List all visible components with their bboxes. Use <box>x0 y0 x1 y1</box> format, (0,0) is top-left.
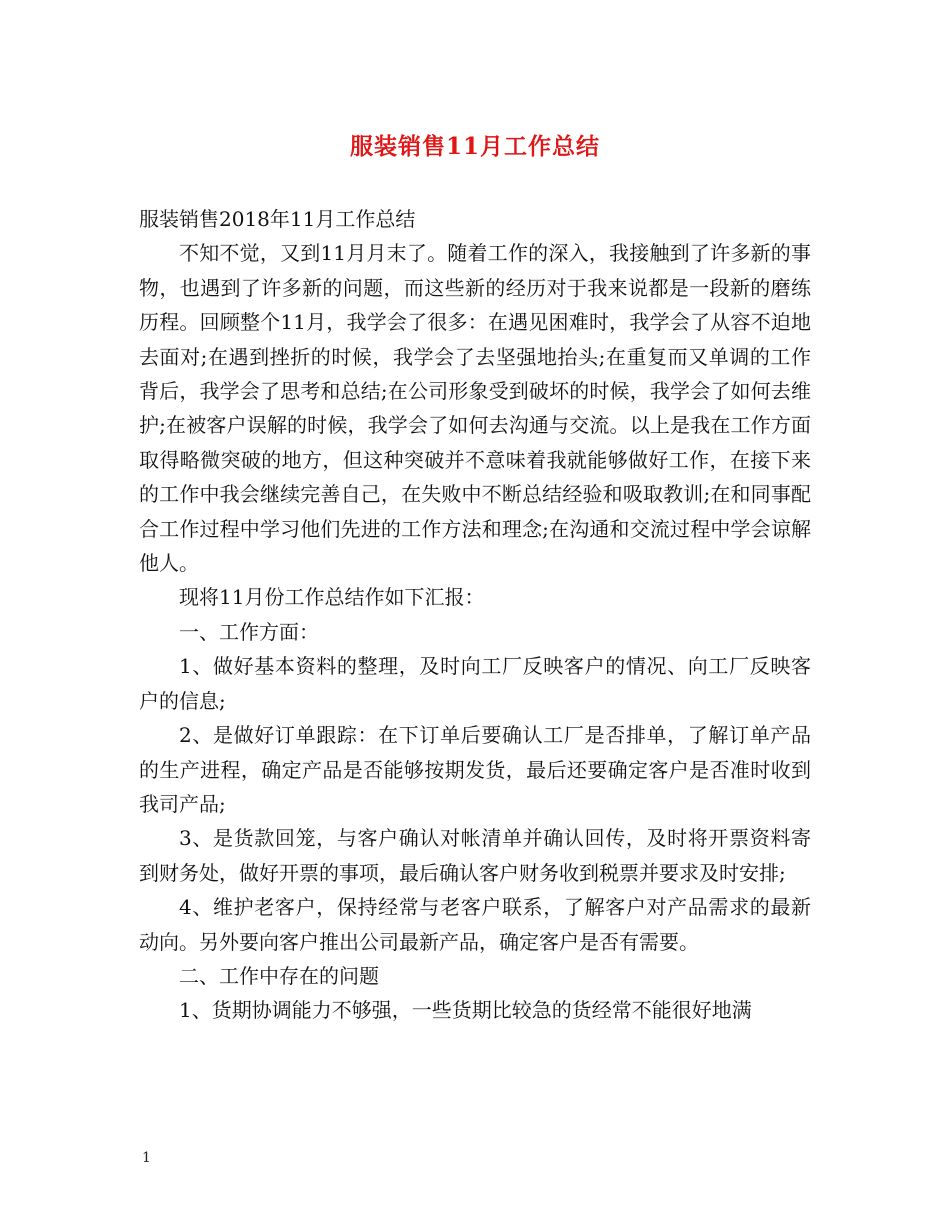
list-item-3: 3、是货款回笼，与客户确认对帐清单并确认回传，及时将开票资料寄到财务处，做好开票的事项，最后确认客户财务收到税票并要求及时安排; <box>139 826 811 885</box>
document-body <box>139 202 811 1028</box>
section-heading-work: 一、工作方面： <box>179 619 319 644</box>
list-item-4: 4、维护老客户，保持经常与老客户联系，了解客户对产品需求的最新动向。另外要向客户推出公司最新产品，确定客户是否有需要。 <box>139 895 811 954</box>
document-title: 服装销售11月工作总结 <box>349 133 600 160</box>
paragraph-intro: 不知不觉，又到11月月末了。随着工作的深入，我接触到了许多新的事物，也遇到了许多新的问题，而这些新的经历对于我来说都是一段新的磨练历程。回顾整个11月，我学会了很多：在遇见困难时，我学会了从容不迫地去面对;在遇到挫折的时候，我学会了去坚强地抬头;在重复而又单调的工作背后，我学会了思考和总结;在公司形象受到破坏的时候，我学会了如何去维护;在被客户误解的时候，我学会了如何去沟通与交流。以上是我在工作方面取得略微突破的地方，但这种突破并不意味着我就能够做好工作，在接下来的工作中我会继续完善自己，在失败中不断总结经验和吸取教训;在和同事配合工作过程中学习他们先进的工作方法和理念;在沟通和交流过程中学会谅解他人。 <box>139 241 811 576</box>
paragraph-report-lead: 现将11月份工作总结作如下汇报： <box>179 585 485 610</box>
list-item-2: 2、是做好订单跟踪：在下订单后要确认工厂是否排单，了解订单产品的生产进程，确定产品是否能够按期发货，最后还要确定客户是否准时收到我司产品; <box>139 723 811 816</box>
problem-item-1: 1、货期协调能力不够强，一些货期比较急的货经常不能很好地满 <box>179 998 752 1023</box>
section-heading-problems: 二、工作中存在的问题 <box>179 963 379 988</box>
list-item-1: 1、做好基本资料的整理，及时向工厂反映客户的情况、向工厂反映客户的信息; <box>139 654 811 713</box>
page-number: 1 <box>142 1150 151 1166</box>
document-subtitle: 服装销售2018年11月工作总结 <box>139 207 416 231</box>
